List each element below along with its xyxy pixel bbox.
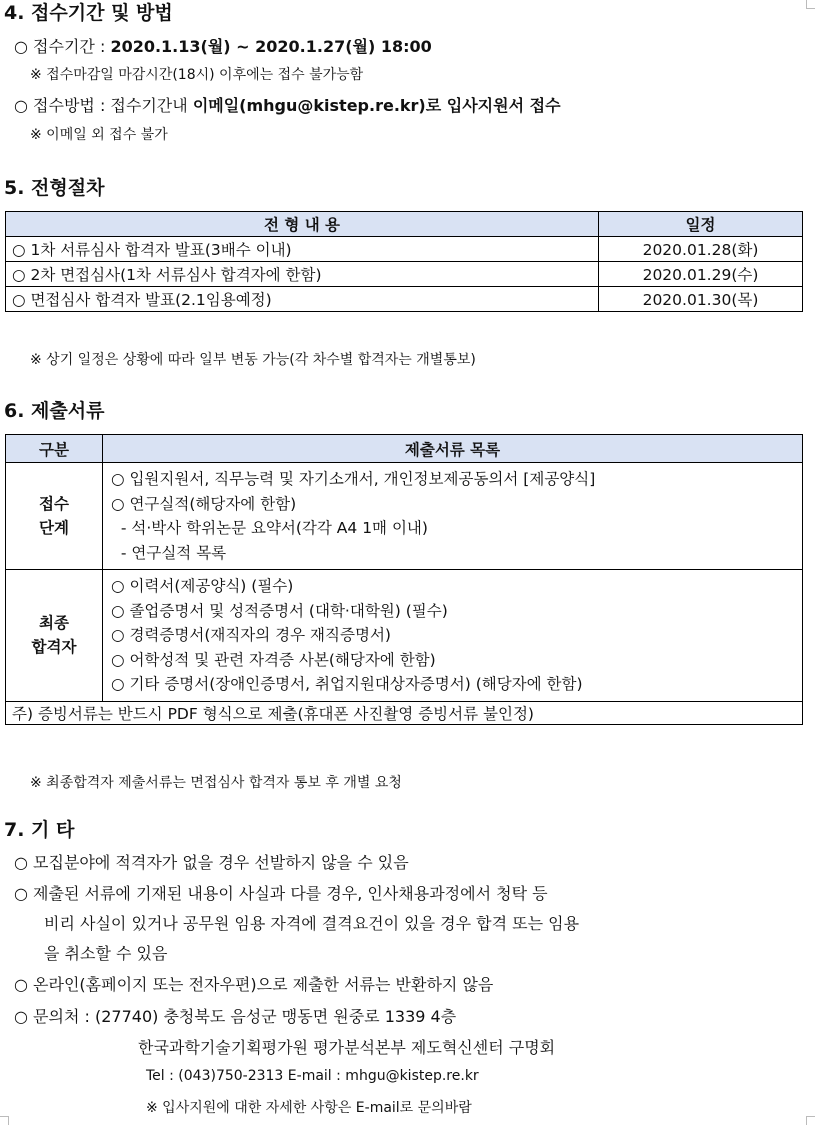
method-label: ○ 접수방법 : 접수기간내 — [14, 96, 193, 115]
etc-item-1: ○ 모집분야에 적격자가 없을 경우 선발하지 않을 수 있음 — [14, 853, 409, 872]
list-item: ○ 졸업증명서 및 성적증명서 (대학·대학원) (필수) — [111, 601, 448, 620]
schedule-header-content: 전 형 내 용 — [6, 212, 599, 237]
table-row — [6, 287, 803, 312]
section-7-title: 7. 기 타 — [4, 819, 75, 841]
stage1-list — [103, 463, 803, 570]
etc-item-2-line-2: 비리 사실이 있거나 공무원 임용 자격에 결격요건이 있을 경우 합격 또는 임용 — [44, 914, 580, 933]
etc-item-2-line-3: 을 취소할 수 있음 — [44, 944, 168, 963]
category-stage1 — [6, 463, 103, 570]
schedule-date: 2020.01.30(목) — [599, 287, 803, 312]
period-label: ○ 접수기간 : — [14, 37, 111, 56]
stage2-list — [103, 570, 803, 702]
method-note: ※ 이메일 외 접수 불가 — [30, 127, 168, 143]
documents-header-list: 제출서류 목록 — [103, 435, 803, 463]
contact-info: Tel : (043)750-2313 E-mail : mhgu@kistep.re.kr — [146, 1068, 479, 1084]
table-row — [6, 262, 803, 287]
corner-mark — [806, 0, 815, 9]
contact-note: ※ 입사지원에 대한 자세한 사항은 E-mail로 문의바람 — [146, 1100, 472, 1116]
section-5-title: 5. 전형절차 — [4, 177, 105, 199]
documents-note: ※ 최종합격자 제출서류는 면접심사 합격자 통보 후 개별 요청 — [30, 775, 402, 791]
documents-table-note: 주) 증빙서류는 반드시 PDF 형식으로 제출(휴대폰 사진촬영 증빙서류 불인정) — [6, 701, 803, 724]
list-item: - 석·박사 학위논문 요약서(각각 A4 1매 이내) — [111, 519, 428, 537]
list-item: ○ 경력증명서(재직자의 경우 재직증명서) — [111, 626, 391, 644]
list-item: - 연구실적 목록 — [111, 543, 227, 562]
category-stage2 — [6, 570, 103, 702]
section-6-title: 6. 제출서류 — [4, 400, 105, 422]
etc-item-4: ○ 문의처 : (27740) 충청북도 음성군 맹동면 원중로 1339 4층 — [14, 1007, 457, 1026]
table-row — [6, 237, 803, 262]
period-note: ※ 접수마감일 마감시간(18시) 이후에는 접수 불가능함 — [30, 67, 364, 83]
schedule-content: ○ 1차 서류심사 합격자 발표(3배수 이내) — [6, 237, 599, 262]
corner-mark — [806, 1116, 815, 1125]
section-4-title: 4. 접수기간 및 방법 — [4, 2, 173, 24]
documents-header-category: 구분 — [6, 435, 103, 463]
category-stage2-text: 최종 합격자 — [31, 614, 77, 657]
schedule-date: 2020.01.28(화) — [599, 237, 803, 262]
list-item: ○ 어학성적 및 관련 자격증 사본(해당자에 한함) — [111, 650, 436, 669]
list-item: ○ 이력서(제공양식) (필수) — [111, 577, 294, 595]
table-row — [6, 570, 803, 702]
schedule-content: ○ 2차 면접심사(1차 서류심사 합격자에 한함) — [6, 262, 599, 287]
schedule-table — [5, 211, 803, 312]
contact-org: 한국과학기술기획평가원 평가분석본부 제도혁신센터 구명회 — [138, 1038, 556, 1057]
etc-item-2-line-1: ○ 제출된 서류에 기재된 내용이 사실과 다를 경우, 인사채용과정에서 청탁 등 — [14, 884, 548, 903]
schedule-note: ※ 상기 일정은 상황에 따라 일부 변동 가능(각 차수별 합격자는 개별통보) — [30, 352, 476, 368]
category-stage1-text: 접수 단계 — [39, 495, 69, 537]
schedule-header-date: 일정 — [599, 212, 803, 237]
table-row — [6, 701, 803, 724]
schedule-date: 2020.01.29(수) — [599, 262, 803, 287]
method-value: 이메일(mhgu@kistep.re.kr)로 입사지원서 접수 — [192, 96, 561, 115]
period-line — [14, 34, 432, 57]
documents-table — [5, 434, 803, 725]
method-line — [14, 93, 561, 116]
etc-item-3: ○ 온라인(홈페이지 또는 전자우편)으로 제출한 서류는 반환하지 않음 — [14, 975, 494, 994]
corner-mark — [0, 1116, 9, 1125]
list-item: ○ 연구실적(해당자에 한함) — [111, 494, 297, 513]
schedule-content: ○ 면접심사 합격자 발표(2.1임용예정) — [6, 287, 599, 312]
period-value: 2020.1.13(월) ~ 2020.1.27(월) 18:00 — [110, 37, 432, 56]
list-item: ○ 기타 증명서(장애인증명서, 취업지원대상자증명서) (해당자에 한함) — [111, 675, 583, 693]
list-item: ○ 입원지원서, 직무능력 및 자기소개서, 개인정보제공동의서 [제공양식] — [111, 470, 596, 488]
table-row — [6, 463, 803, 570]
